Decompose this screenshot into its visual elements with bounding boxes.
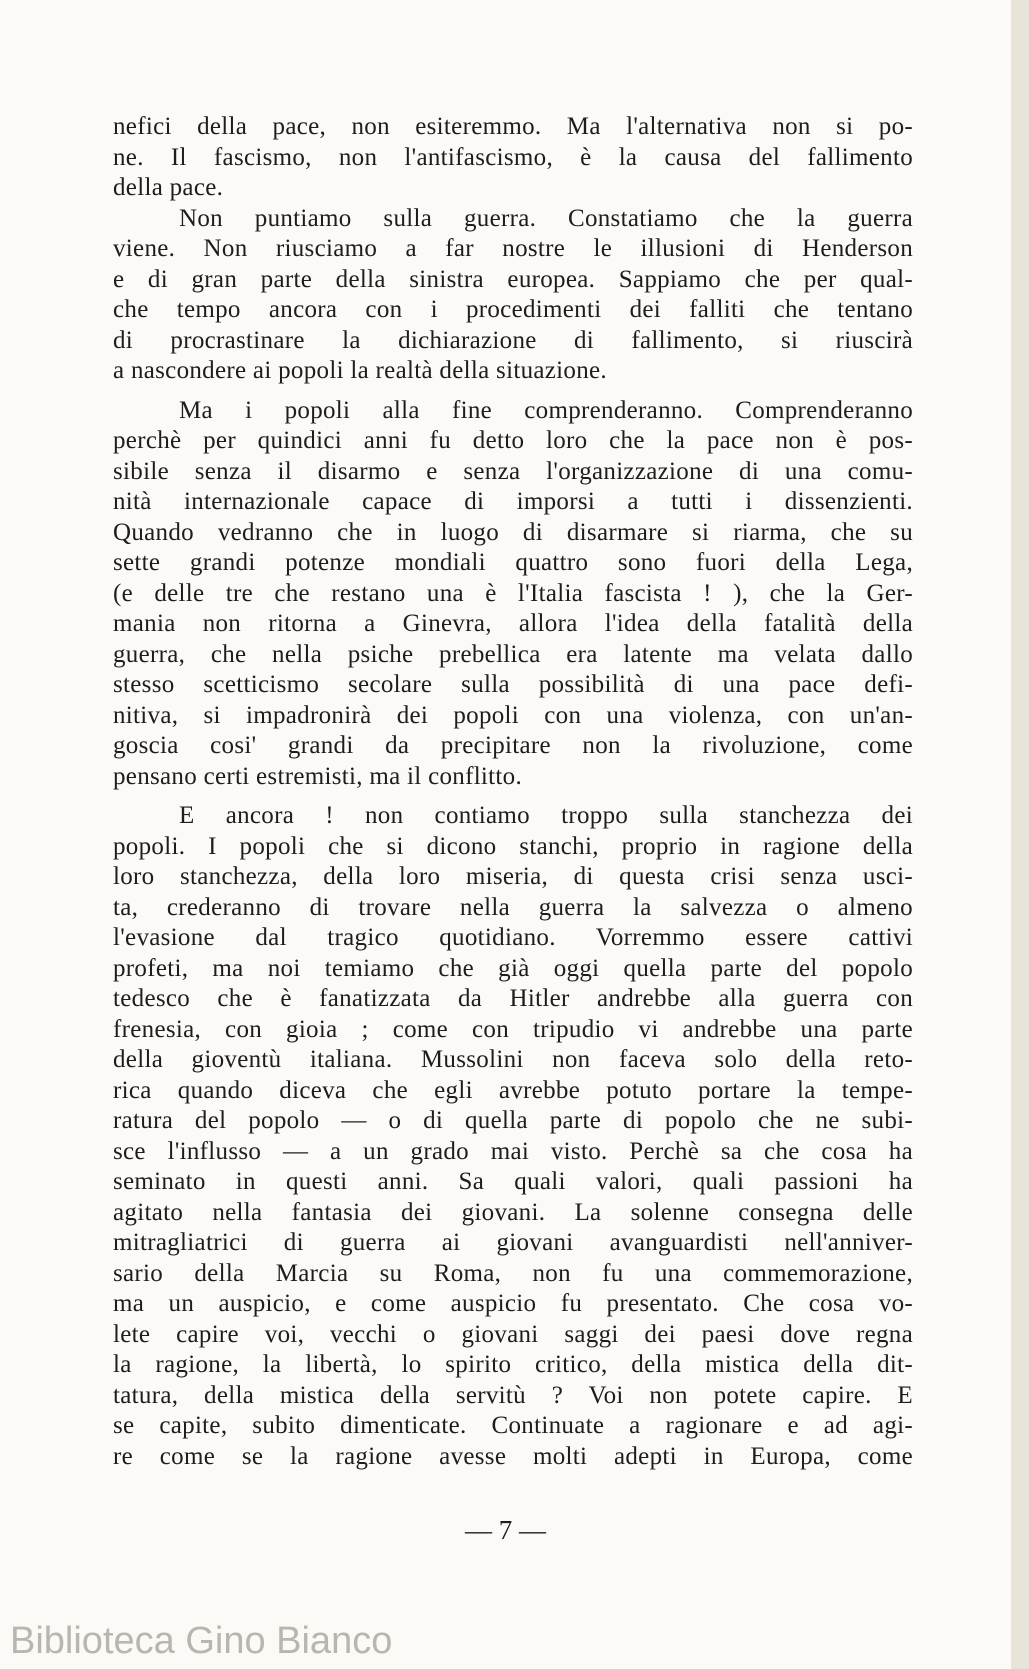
- text-line: Quando vedranno che in luogo di disarmare si riarma, che su: [113, 518, 913, 546]
- page-edge: [1011, 0, 1029, 1669]
- text-line: rica quando diceva che egli avrebbe potuto portare la tempe-: [113, 1076, 913, 1104]
- text-line: (e delle tre che restano una è l'Italia fascista ! ), che la Ger-: [113, 579, 913, 607]
- text-line: sce l'influsso — a un grado mai visto. Perchè sa che cosa ha: [113, 1137, 913, 1165]
- text-line: a nascondere ai popoli la realtà della situazione.: [113, 357, 607, 384]
- text-line: della gioventù italiana. Mussolini non faceva solo della reto-: [113, 1046, 913, 1073]
- text-line: nefici della pace, non esiteremmo. Ma l'alternativa non si po-: [113, 113, 913, 140]
- text-line: guerra, che nella psiche prebellica era latente ma velata dallo: [113, 640, 913, 668]
- text-line: mitragliatrici di guerra ai giovani avanguardisti nell'anniver-: [113, 1229, 913, 1256]
- text-line: profeti, ma noi temiamo che già oggi quella parte del popolo: [113, 954, 913, 982]
- text-line: sette grandi potenze mondiali quattro sono fuori della Lega,: [113, 549, 913, 576]
- text-line: che tempo ancora con i procedimenti dei falliti che tentano: [113, 296, 913, 323]
- text-line: ratura del popolo — o di quella parte di popolo che ne subi-: [113, 1107, 913, 1134]
- text-line: l'evasione dal tragico quotidiano. Vorremmo essere cattivi: [113, 924, 913, 951]
- text-line: seminato in questi anni. Sa quali valori, quali passioni ha: [113, 1168, 913, 1195]
- text-line: sibile senza il disarmo e senza l'organizzazione di una comu-: [113, 457, 913, 485]
- text-line: ta, crederanno di trovare nella guerra la salvezza o almeno: [113, 893, 913, 921]
- paragraph-gap: [113, 387, 913, 396]
- text-line: tedesco che è fanatizzata da Hitler andrebbe alla guerra con: [113, 985, 913, 1012]
- text-line: la ragione, la libertà, lo spirito critico, della mistica della dit-: [113, 1351, 913, 1378]
- text-line: agitato nella fantasia dei giovani. La solenne consegna delle: [113, 1198, 913, 1226]
- library-watermark: Biblioteca Gino Bianco: [10, 1620, 393, 1662]
- body-text: [113, 112, 913, 1472]
- text-line: goscia cosi' grandi da precipitare non la rivoluzione, come: [113, 732, 913, 759]
- text-line: della pace.: [113, 174, 224, 201]
- paragraph-first-line: E ancora ! non contiamo troppo sulla stanchezza dei: [179, 802, 913, 829]
- text-line: nità internazionale capace di imporsi a tutti i dissenzienti.: [113, 488, 913, 515]
- paragraph-first-line: Ma i popoli alla fine comprenderanno. Comprenderanno: [179, 396, 913, 424]
- text-line: sario della Marcia su Roma, non fu una commemorazione,: [113, 1259, 913, 1287]
- text-line: nitiva, si impadronirà dei popoli con una violenza, con un'an-: [113, 701, 913, 729]
- text-line: e di gran parte della sinistra europea. Sappiamo che per qual-: [113, 265, 913, 293]
- text-line: pensano certi estremisti, ma il conflitto.: [113, 762, 523, 790]
- text-line: perchè per quindici anni fu detto loro che la pace non è pos-: [113, 427, 913, 454]
- text-line: di procrastinare la dichiarazione di fallimento, si riuscirà: [113, 326, 913, 354]
- text-line: popoli. I popoli che si dicono stanchi, proprio in ragione della: [113, 832, 913, 860]
- text-line: re come se la ragione avesse molti adepti in Europa, come: [113, 1442, 913, 1470]
- paragraph-first-line: Non puntiamo sulla guerra. Constatiamo che la guerra: [179, 204, 913, 232]
- text-line: tatura, della mistica della servitù ? Voi non potete capire. E: [113, 1381, 913, 1409]
- text-line: frenesia, con gioia ; come con tripudio vi andrebbe una parte: [113, 1015, 913, 1043]
- text-line: stesso scetticismo secolare sulla possibilità di una pace defi-: [113, 671, 913, 698]
- text-line: mania non ritorna a Ginevra, allora l'idea della fatalità della: [113, 610, 913, 637]
- text-line: ne. Il fascismo, non l'antifascismo, è la causa del fallimento: [113, 143, 913, 171]
- page-number: — 7 —: [465, 1515, 546, 1545]
- paragraph-gap: [113, 792, 913, 801]
- text-line: lete capire voi, vecchi o giovani saggi dei paesi dove regna: [113, 1320, 913, 1348]
- text-line: loro stanchezza, della loro miseria, di questa crisi senza usci-: [113, 863, 913, 890]
- text-line: ma un auspicio, e come auspicio fu presentato. Che cosa vo-: [113, 1290, 913, 1317]
- text-line: se capite, subito dimenticate. Continuate a ragionare e ad agi-: [113, 1412, 913, 1439]
- text-line: viene. Non riusciamo a far nostre le illusioni di Henderson: [113, 235, 913, 262]
